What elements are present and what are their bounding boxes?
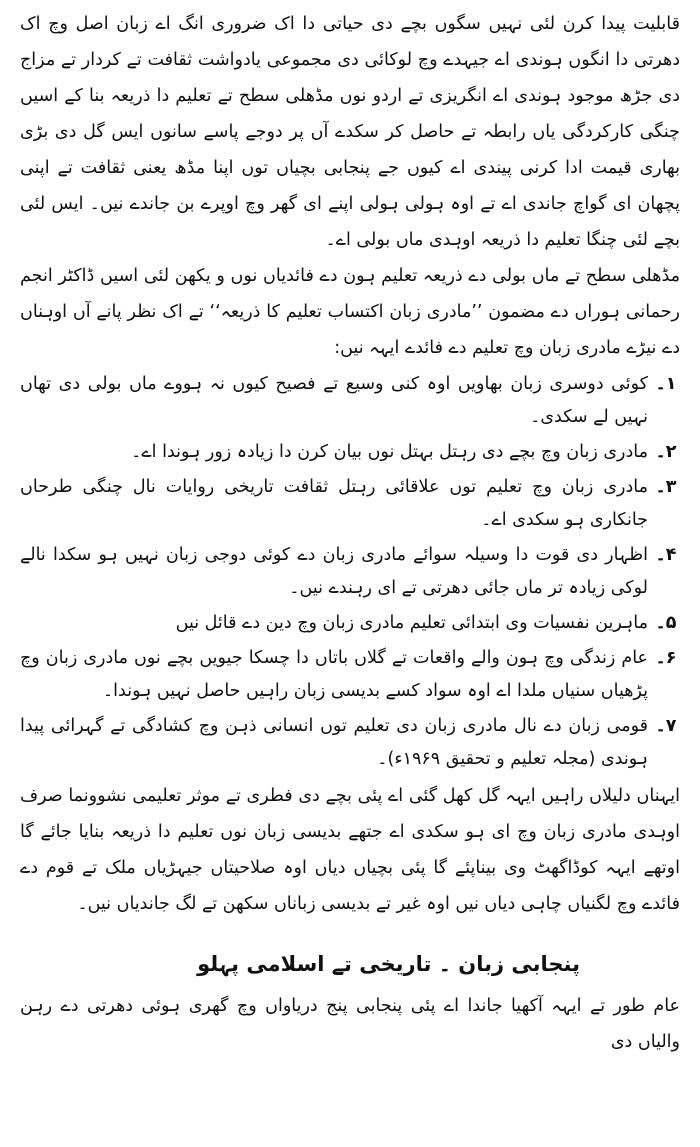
list-item-number: ۱۔	[655, 374, 677, 394]
list-item-text: ماہرین نفسیات وی ابتدائی تعلیم مادری زبان وچ دین دے قائل نیں	[175, 613, 648, 633]
conclusion-paragraph: ایہناں دلیلاں راہیں ایہہ گل کھل گئی اے پئی بچے دی فطری تے موثر تعلیمی نشوونما صرف اوہدی مادری زبان وچ ای ہو سکدی اے جتھے بدیسی زبان نوں تعلیم دا ذریعہ بنایا جائے گا اوتھے ایہہ کوڈاگھٹ وی بیناپئے گا پئی بچیاں دیاں اوہ صلاحیتاں جیہڑیاں ملک تے قوم دے فائدے وچ لگنیاں چاہی دیاں نیں اوہ غیر تے بدیسی زباناں سکھن تے لگ جاندیاں نیں۔	[20, 786, 680, 914]
list-item-text: قومی زبان دے نال مادری زبان دی تعلیم توں انسانی ذہن وچ کشادگی تے گہرائی پیدا ہوندی (مجلہ تعلیم و تحقیق ۱۹۶۹ء)۔	[20, 716, 648, 769]
list-item-text: عام زندگی وچ ہون والے واقعات تے گلاں باتاں دا چسکا جیویں بچے نوں مادری زبان وچ پڑھیاں سنیاں ملدا اے اوہ سواد کسے بدیسی زبان راہیں حاصل نہیں ہوندا۔	[20, 648, 648, 701]
list-item-number: ۷۔	[655, 716, 677, 736]
list-item-number: ۵۔	[655, 613, 677, 633]
list-item	[20, 710, 680, 776]
list-item	[20, 471, 680, 537]
list-item-number: ۶۔	[655, 648, 677, 668]
list-item-number: ۲۔	[655, 442, 677, 462]
list-item	[20, 539, 680, 605]
intro-paragraph: قابلیت پیدا کرن لئی نہیں سگوں بچے دی حیاتی دا اک ضروری انگ اے زبان اصل وچ اک دھرتی دا انگوں ہوندی اے جیہدے وچ لوکائی دی مجموعی یادواشت ثقافت تے کردار تے مزاج دی جڑھ موجود ہوندی اے انگریزی تے اردو نوں مڈھلی سطح تے تعلیم دا ذریعہ بنا کے اسیں چنگی کارکردگی یاں رابطہ تے حاصل کر سکدے آں پر دوجے پاسے سانوں ایس گل دی بڑی بھاری قیمت ادا کرنی پیندی اے کیوں جے پنجابی بچیاں توں اپنا مڈھ یعنی ثقافت تے اپنی پچھان ای گواچ جاندی اے تے اوہ ہولی ہولی اپنے ای گھر وچ اوپرے بن جاندے نیں۔ ایس لئی بچے لئی چنگا تعلیم دا ذریعہ اوہدی ماں بولی اے۔	[20, 14, 680, 250]
list-item	[20, 436, 680, 469]
list-item-text: کوئی دوسری زبان بھاویں اوہ کنی وسیع تے فصیح کیوں نہ ہووے ماں بولی دی تھاں نہیں لے سکدی۔	[20, 374, 648, 427]
list-item-text: مادری زبان وچ بچے دی رہتل بہتل نوں بیان کرن دا زیادہ زور ہوندا اے۔	[131, 442, 648, 462]
section-heading: پنجابی زبان ۔ تاریخی تے اسلامی پہلو	[197, 952, 580, 976]
list-item	[20, 368, 680, 434]
list-item-text: مادری زبان وچ تعلیم توں علاقائی رہتل ثقافت تاریخی روایات نال چنگی طرحاں جانکاری ہو سکدی اے۔	[20, 477, 648, 530]
list-item-text: اظہار دی قوت دا وسیلہ سوائے مادری زبان دے کوئی دوجی زبان نہیں ہو سکدا نالے لوکی زیادہ تر ماں جائی دھرتی تے ای رہندے نیں۔	[20, 545, 648, 598]
list-item	[20, 642, 680, 708]
list-item-number: ۳۔	[655, 477, 677, 497]
benefits-intro-paragraph: مڈھلی سطح تے ماں بولی دے ذریعہ تعلیم ہون دے فائدیاں نوں و یکھن لئی اسیں ڈاکٹر انجم رحمانی ہوراں دے مضمون ’’مادری زبان اکتساب تعلیم کا ذریعہ‘‘ تے اک نظر پانے آں اوہناں دے نیڑے مادری زبان وچ تعلیم دے فائدے ایہہ نیں:	[20, 266, 680, 358]
list-item	[20, 607, 680, 640]
section-intro-paragraph: عام طور تے ایہہ آکھیا جاندا اے پئی پنجابی پنج دریاواں وچ گھری ہوئی دھرتی دے رہن والیاں دی	[20, 996, 680, 1052]
list-item-number: ۴۔	[655, 545, 677, 565]
benefits-list	[20, 368, 680, 776]
